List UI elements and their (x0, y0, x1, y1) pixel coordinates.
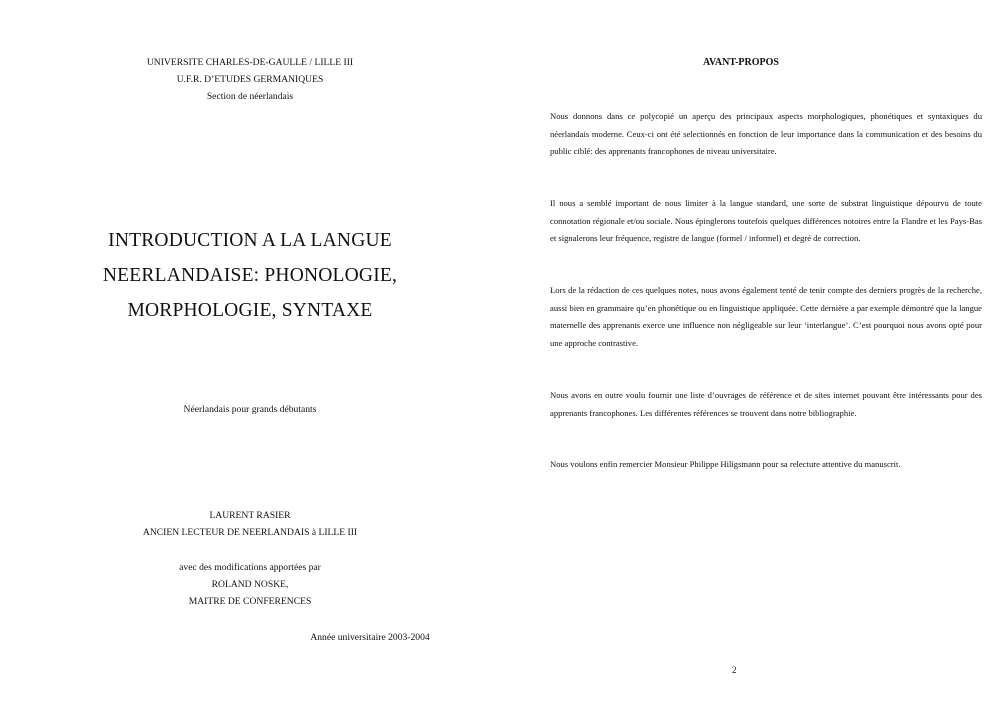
subtitle: Néerlandais pour grands débutants (183, 404, 317, 415)
preface-heading: AVANT-PROPOS (703, 57, 779, 68)
academic-year: Année universitaire 2003-2004 (310, 632, 430, 643)
modifications-intro: avec des modifications apportées par (179, 562, 321, 573)
author-role: ANCIEN LECTEUR DE NEERLANDAIS à LILLE III (142, 527, 358, 538)
title-line-3: MORPHOLOGIE, SYNTAXE (127, 300, 373, 321)
page-number: 2 (732, 665, 737, 675)
preface-page (500, 0, 992, 701)
section-name: Section de néerlandais (206, 91, 294, 102)
preface-paragraph-1: Nous donnons dans ce polycopié un aperçu des principaux aspects morphologiques, phonétiques et syntaxiques du néerlandais moderne. Ceux-ci ont été selectionnés en fonction de leur importance dans la communication et des besoins du public ciblé: des apprenants francophones de niveau universitaire. (550, 111, 982, 157)
ufr-name: U.F.R. D’ETUDES GERMANIQUES (176, 74, 324, 85)
author-name: LAURENT RASIER (209, 510, 291, 521)
preface-paragraph-3: Lors de la rédaction de ces quelques notes, nous avons également tenté de tenir compte des derniers progrès de la recherche, aussi bien en grammaire qu’en phonétique ou en linguistique appliquée. Cette dernière a par exemple démontré que la langue maternelle des apprenants exerce une influence non négligeable sur leur ‘interlangue’. C’est pourquoi nous avons opté pour une approche contrastive. (550, 285, 982, 348)
preface-paragraph-5: Nous voulons enfin remercier Monsieur Philippe Hiligsmann pour sa relecture attentive du manuscrit. (550, 459, 901, 469)
title-line-1: INTRODUCTION A LA LANGUE (108, 230, 392, 251)
university-name: UNIVERSITE CHARLES-DE-GAULLE / LILLE III (146, 57, 354, 68)
preface-paragraph-4: Nous avons en outre voulu fournir une liste d’ouvrages de référence et de sites internet pouvant être intéressants pour des apprenants francophones. Les différentes références se trouvent dans notre bibliographie. (550, 390, 982, 418)
preface-paragraph-2: Il nous a semblé important de nous limiter à la langue standard, une sorte de substrat linguistique dépourvu de toute connotation régionale et/ou sociale. Nous épinglerons toutefois quelques différences notoires entre la Flandre et les Pays-Bas et signalerons leur fréquence, registre de langue (formel / informel) et degré de correction. (550, 198, 982, 244)
modifier-role: MAITRE DE CONFERENCES (188, 596, 312, 607)
title-line-2: NEERLANDAISE: PHONOLOGIE, (102, 265, 398, 286)
modifier-name: ROLAND NOSKE, (211, 579, 289, 590)
